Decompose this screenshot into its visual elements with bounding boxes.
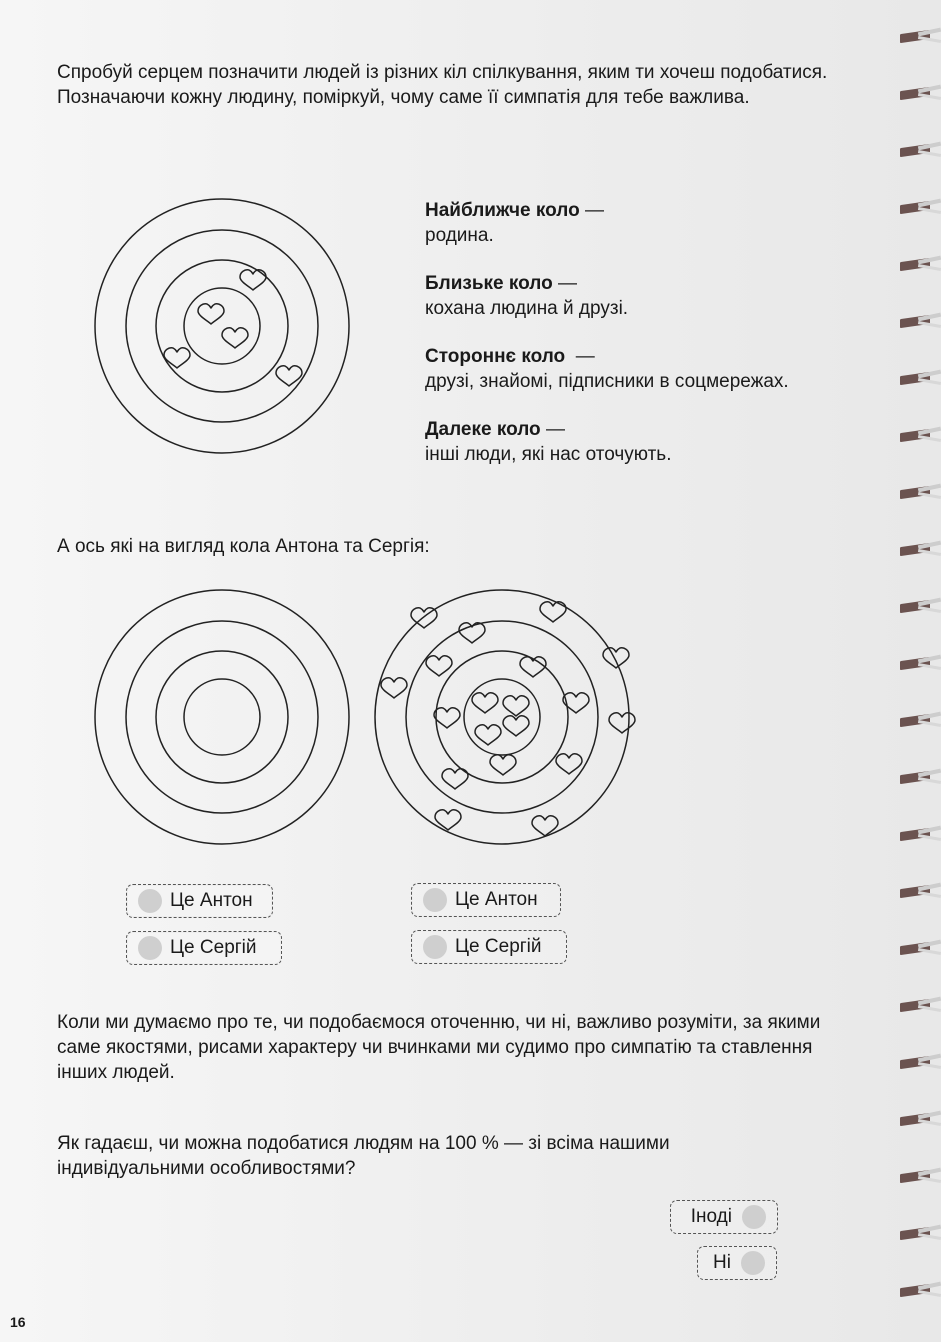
spiral-ring	[900, 140, 941, 162]
answer-no[interactable]	[697, 1246, 777, 1280]
left-option-anton[interactable]	[126, 884, 273, 918]
radio-dot[interactable]	[741, 1251, 765, 1275]
spiral-ring	[900, 767, 941, 789]
legend-dash: —	[579, 200, 604, 221]
left-option-serhii[interactable]	[126, 931, 282, 965]
radio-dot[interactable]	[138, 889, 162, 913]
example-target	[95, 199, 349, 453]
spiral-ring	[900, 710, 941, 732]
answer-label: Ні	[713, 1252, 731, 1273]
radio-dot[interactable]	[423, 888, 447, 912]
spiral-ring	[900, 311, 941, 333]
right-option-serhii[interactable]	[411, 930, 567, 964]
legend-desc: друзі, знайомі, підписники в соцмережах.	[425, 371, 789, 392]
radio-dot[interactable]	[423, 935, 447, 959]
legend-item-closest	[425, 198, 789, 248]
legend-term: Стороннє коло	[425, 346, 566, 367]
spiral-ring	[900, 881, 941, 903]
spiral-ring	[900, 824, 941, 846]
spiral-ring	[900, 1109, 941, 1131]
legend-item-close	[425, 271, 789, 321]
right-option-anton[interactable]	[411, 883, 561, 917]
spiral-ring	[900, 1223, 941, 1245]
legend-term: Найближче коло	[425, 200, 580, 221]
spiral-ring	[900, 938, 941, 960]
spiral-ring	[900, 1280, 941, 1302]
radio-dot[interactable]	[742, 1205, 766, 1229]
spiral-ring	[900, 197, 941, 219]
legend-desc: інші люди, які нас оточують.	[425, 444, 672, 465]
legend-desc: родина.	[425, 225, 494, 246]
option-label: Це Сергій	[455, 936, 542, 957]
spiral-ring	[900, 368, 941, 390]
option-label: Це Антон	[455, 889, 538, 910]
legend-dash: —	[565, 346, 595, 367]
compare-text: А ось які на вигляд кола Антона та Сергія:	[57, 536, 430, 557]
spiral-ring	[900, 254, 941, 276]
legend-item-far	[425, 417, 789, 467]
spiral-ring	[900, 653, 941, 675]
full-target	[375, 590, 629, 844]
legend-term: Далеке коло	[425, 419, 541, 440]
legend-dash: —	[540, 419, 565, 440]
legend-term: Близьке коло	[425, 273, 553, 294]
answer-sometimes[interactable]	[670, 1200, 778, 1234]
question-text: Як гадаєш, чи можна подобатися людям на 100 % — зі всіма нашими індивідуальними особливостями?	[57, 1133, 670, 1179]
spiral-ring	[900, 596, 941, 618]
spiral-ring	[900, 995, 941, 1017]
legend-desc: кохана людина й друзі.	[425, 298, 629, 319]
spiral-ring	[900, 1052, 941, 1074]
spiral-ring	[900, 26, 941, 48]
spiral-ring	[900, 83, 941, 105]
legend-dash: —	[552, 273, 577, 294]
radio-dot[interactable]	[138, 936, 162, 960]
legend-item-outer	[425, 344, 789, 394]
empty-target	[95, 590, 349, 844]
spiral-ring	[900, 425, 941, 447]
spiral-ring	[900, 482, 941, 504]
spiral-ring	[900, 1166, 941, 1188]
circles-legend	[425, 198, 789, 490]
reflection-text: Коли ми думаємо про те, чи подобаємося оточенню, чи ні, важливо розуміти, за якими саме якостями, рисами характеру чи вчинками ми судимо про симпатію та ставлення інших людей.	[57, 1012, 821, 1083]
option-label: Це Антон	[170, 890, 253, 911]
option-label: Це Сергій	[170, 937, 257, 958]
intro-text: Спробуй серцем позначити людей із різних кіл спілкування, яким ти хочеш подобатися. Позначаючи кожну людину, поміркуй, чому саме її симпатія для тебе важлива.	[57, 62, 828, 108]
spiral-ring	[900, 539, 941, 561]
answer-label: Іноді	[690, 1206, 732, 1227]
page-number: 16	[10, 1314, 26, 1330]
